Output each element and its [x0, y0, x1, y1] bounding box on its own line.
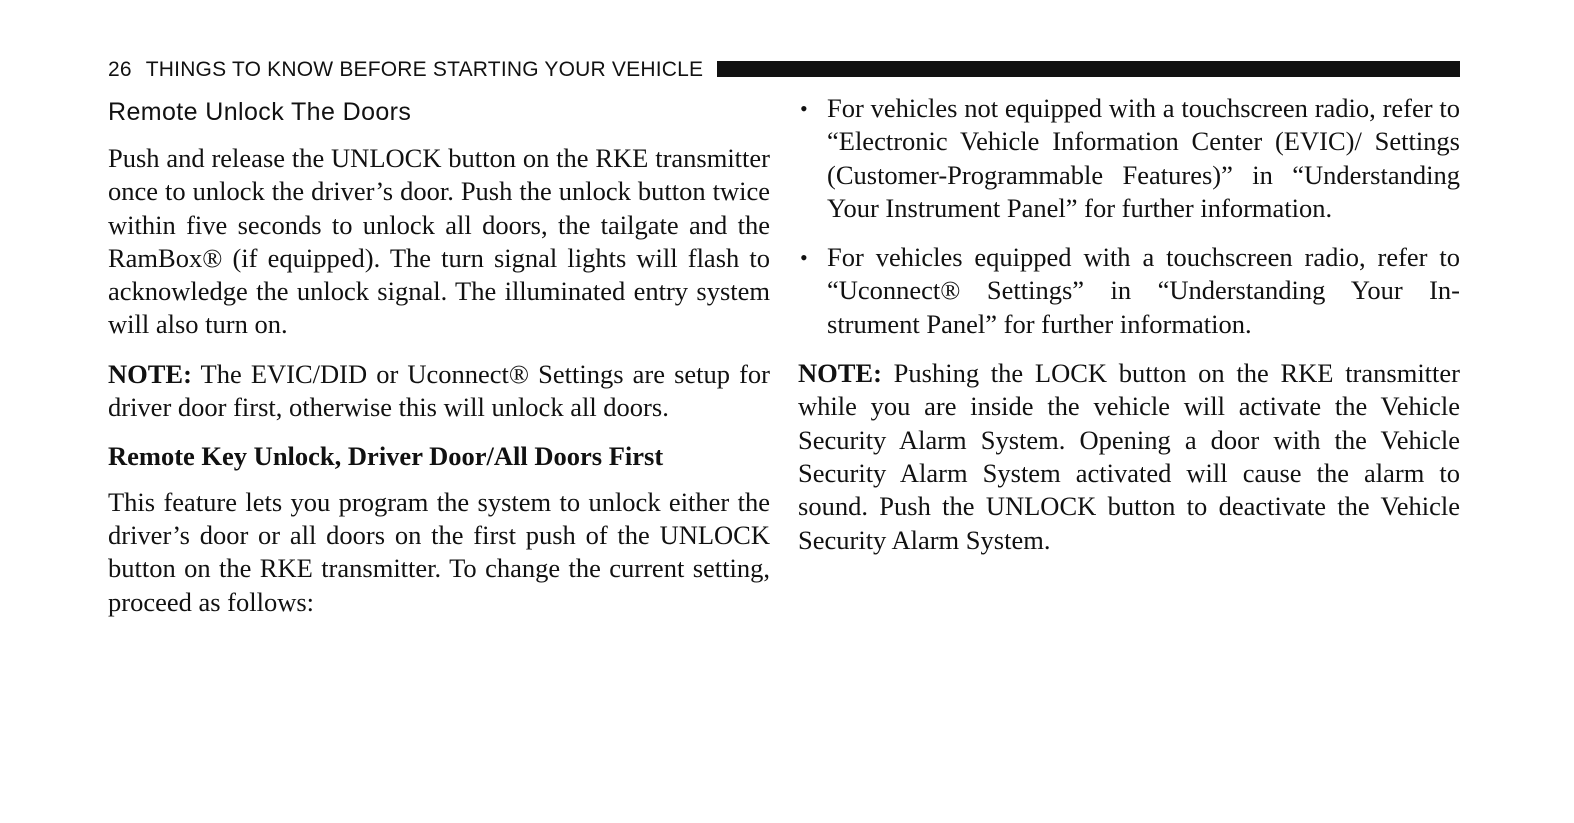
- note-label: NOTE:: [798, 358, 882, 389]
- section-title: THINGS TO KNOW BEFORE STARTING YOUR VEHICLE: [145, 58, 704, 81]
- left-column: [108, 92, 770, 635]
- feature-paragraph: This feature lets you program the system to unlock either the driver’s door or all doors on the first push of the UNLOCK button on the RKE transmitter. To change the current setting, proceed as follows:: [108, 486, 770, 617]
- list-item: [798, 92, 1460, 225]
- page-header: [108, 56, 1460, 84]
- subheading: Remote Key Unlock, Driver Door/All Doors First: [108, 441, 664, 472]
- section-heading: Remote Unlock The Doors: [108, 98, 412, 126]
- unlock-paragraph: Push and release the UNLOCK button on the RKE transmitter once to unlock the driver’s door. Push the unlock button twice within five seconds to unlock all doors, the tailgate and the RamBox® (if equipped). The turn signal lights will flash to acknowledge the unlock signal. The illuminated entry system will also turn on.: [108, 143, 770, 340]
- bullet-icon: •: [800, 245, 808, 271]
- header-rule: [717, 61, 1460, 77]
- list-item-text: For vehicles equipped with a touchscreen radio, refer to “Uconnect® Settings” in “Understanding Your In- strument Panel” for further information.: [827, 242, 1460, 339]
- note-text: The EVIC/DID or Uconnect® Settings are setup for driver door first, otherwise this will unlock all doors.: [108, 358, 770, 423]
- note-paragraph: [798, 357, 1460, 557]
- list-item: [798, 241, 1460, 341]
- bullet-icon: •: [800, 96, 808, 121]
- page-number: 26: [108, 58, 132, 81]
- note-label: NOTE:: [108, 358, 192, 389]
- right-column: [798, 92, 1460, 573]
- list-item-text: For vehicles not equipped with a touchscreen radio, refer to “Electronic Vehicle Information Center (EVIC)/ Settings (Customer-Programmable Features)” in “Understanding Your Instrument Panel” for further information.: [827, 93, 1460, 223]
- note-text: Pushing the LOCK button on the RKE transmitter while you are inside the vehicle will activate the Vehicle Security Alarm System. Opening a door with the Vehicle Security Alarm System activated will cause the alarm to sound. Push the UNLOCK button to deactivate the Vehicle Security Alarm System.: [798, 358, 1460, 555]
- bullet-list: [798, 92, 1460, 341]
- note-paragraph: [108, 358, 770, 425]
